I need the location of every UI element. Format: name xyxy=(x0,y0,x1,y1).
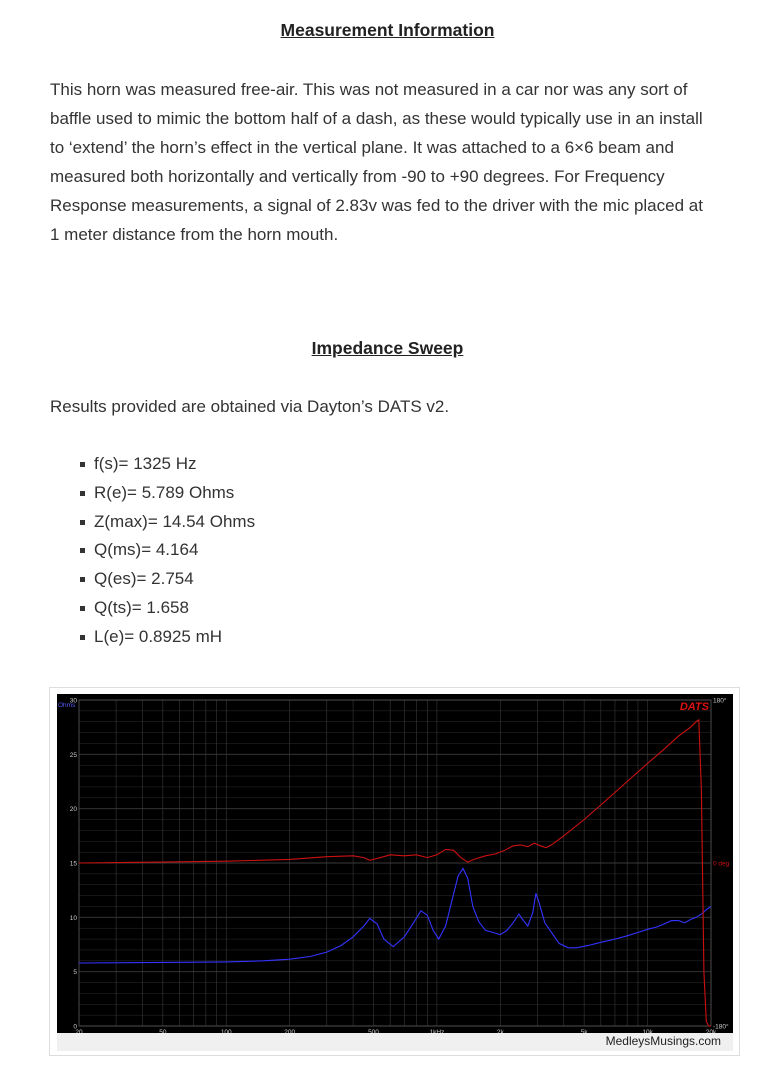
impedance-series-line xyxy=(79,868,711,963)
y-axis-unit: Ohms xyxy=(58,702,76,709)
y2-tick-label: 180° xyxy=(713,697,727,705)
y-tick-label: 5 xyxy=(73,969,77,977)
impedance-heading: Impedance Sweep xyxy=(311,338,464,358)
spec-item-re: R(e)= 5.789 Ohms xyxy=(50,479,255,508)
y-tick-label: 15 xyxy=(69,860,77,868)
paragraph-line: This horn was measured free-air. This was not measured in a car nor was any sort of xyxy=(50,80,688,99)
measurement-heading: Measurement Information xyxy=(280,20,495,40)
spec-item-qes: Q(es)= 2.754 xyxy=(50,565,255,594)
y-tick-label: 25 xyxy=(69,751,77,759)
impedance-intro: Results provided are obtained via Dayton’s DATS v2. xyxy=(50,397,450,416)
y-tick-label: 20 xyxy=(69,806,77,814)
y-tick-label: 10 xyxy=(69,914,77,922)
paragraph-line: measured both horizontally and vertically from -90 to +90 degrees. For Frequency xyxy=(50,167,665,186)
y-tick-label: 0 xyxy=(73,1023,77,1031)
figure-credit-bar xyxy=(57,1033,733,1051)
phase-series-line xyxy=(79,720,711,1026)
impedance-chart xyxy=(57,694,733,1036)
y2-tick-label: -180° xyxy=(713,1023,729,1031)
spec-item-le: L(e)= 0.8925 mH xyxy=(50,623,255,652)
paragraph-line: baffle used to mimic the bottom half of a dash, as these would typically use in an install xyxy=(50,109,703,128)
impedance-chart-svg xyxy=(57,694,733,1036)
dats-brand-label: DATS xyxy=(679,701,709,713)
paragraph-line: to ‘extend’ the horn’s effect in the vertical plane. It was attached to a 6×6 beam and xyxy=(50,138,674,157)
y-tick-label: 30 xyxy=(69,697,77,705)
paragraph-line: 1 meter distance from the horn mouth. xyxy=(50,225,339,244)
spec-item-qms: Q(ms)= 4.164 xyxy=(50,536,255,565)
measurement-paragraph xyxy=(50,75,740,249)
figure-credit: MedleysMusings.com xyxy=(605,1034,721,1048)
y2-tick-label: 0 deg xyxy=(713,860,730,868)
spec-item-qts: Q(ts)= 1.658 xyxy=(50,594,255,623)
spec-list xyxy=(50,450,255,652)
spec-item-zmax: Z(max)= 14.54 Ohms xyxy=(50,508,255,537)
spec-item-fs: f(s)= 1325 Hz xyxy=(50,450,255,479)
paragraph-line: Response measurements, a signal of 2.83v was fed to the driver with the mic placed at xyxy=(50,196,703,215)
